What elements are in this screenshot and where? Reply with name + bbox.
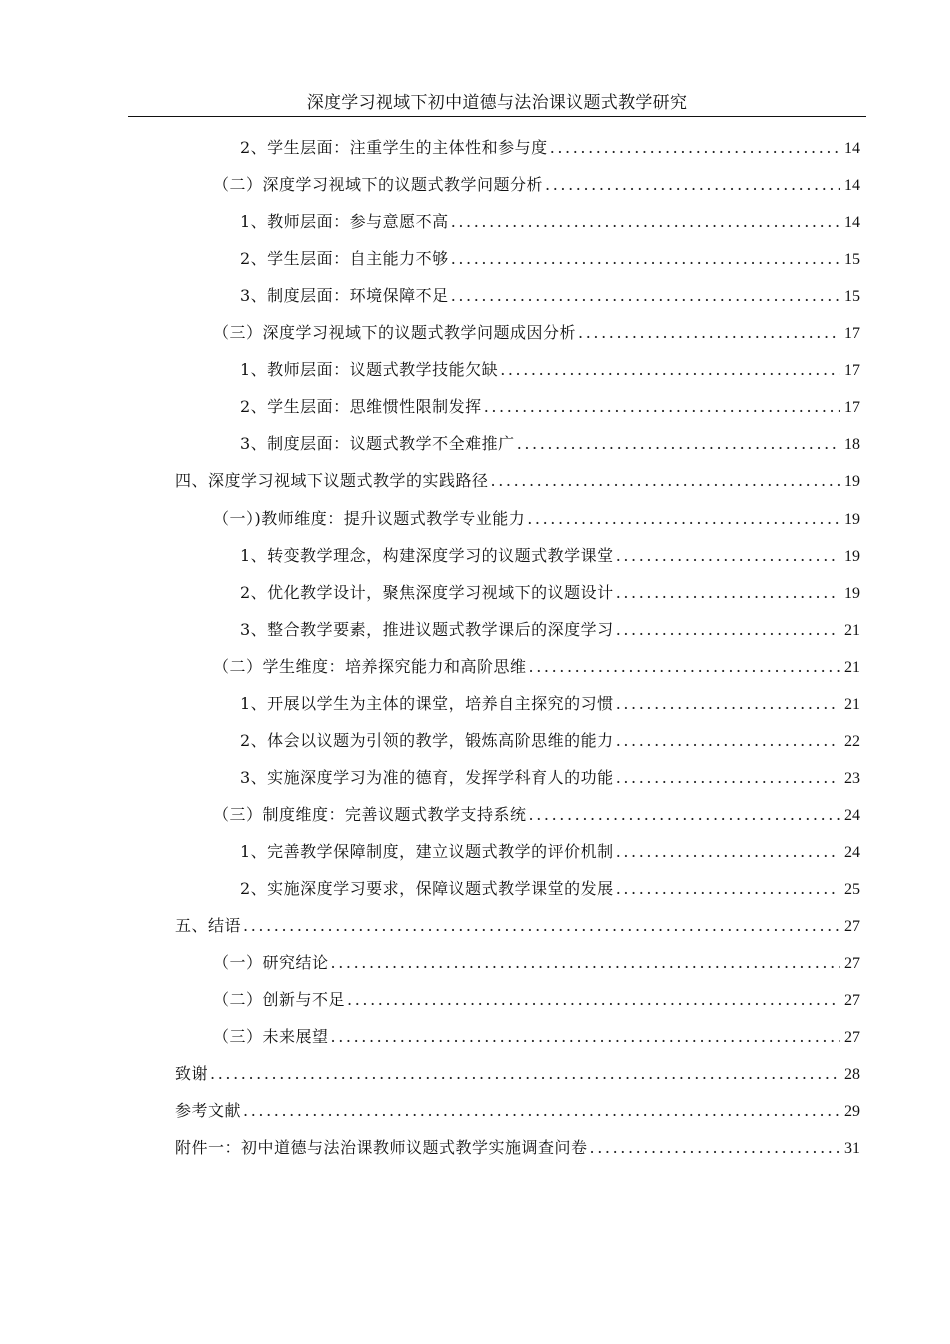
toc-entry-title: 四、深度学习视域下议题式教学的实践路径 bbox=[175, 471, 489, 491]
toc-page-number: 27 bbox=[844, 1029, 860, 1047]
toc-dot-leader bbox=[550, 133, 840, 163]
toc-entry[interactable] bbox=[240, 133, 860, 163]
toc-page-number: 27 bbox=[844, 918, 860, 936]
toc-page-number: 27 bbox=[844, 992, 860, 1010]
toc-dot-leader bbox=[484, 392, 840, 422]
toc-entry-title: 2、实施深度学习要求，保障议题式教学课堂的发展 bbox=[240, 879, 614, 898]
toc-page-number: 21 bbox=[844, 621, 860, 639]
toc-page-number: 23 bbox=[844, 769, 860, 787]
toc-dot-leader bbox=[616, 615, 840, 645]
toc-entry[interactable] bbox=[175, 1059, 860, 1089]
toc-entry[interactable] bbox=[240, 837, 860, 867]
toc-page-number: 31 bbox=[844, 1140, 860, 1158]
toc-dot-leader bbox=[590, 1133, 840, 1163]
toc-page-number: 15 bbox=[844, 251, 860, 269]
toc-entry[interactable] bbox=[240, 874, 860, 904]
toc-dot-leader bbox=[616, 689, 840, 719]
toc-page-number: 29 bbox=[844, 1103, 860, 1121]
toc-page-number: 17 bbox=[844, 325, 860, 343]
toc-entry-title: 1、教师层面：参与意愿不高 bbox=[240, 212, 449, 232]
toc-dot-leader bbox=[451, 207, 840, 237]
toc-entry-title: 1、教师层面：议题式教学技能欠缺 bbox=[240, 360, 499, 380]
toc-entry[interactable] bbox=[240, 541, 860, 571]
toc-entry-title: （三）未来展望 bbox=[213, 1027, 329, 1047]
toc-page-number: 27 bbox=[844, 955, 860, 973]
toc-dot-leader bbox=[529, 800, 840, 830]
toc-page-number: 17 bbox=[844, 399, 860, 417]
toc-entry[interactable] bbox=[240, 689, 860, 719]
toc-entry-title: （一）研究结论 bbox=[213, 953, 329, 973]
toc-entry-title: （二）深度学习视域下的议题式教学问题分析 bbox=[213, 175, 544, 195]
toc-page-number: 22 bbox=[844, 732, 860, 750]
toc-entry-title: 1、完善教学保障制度，建立议题式教学的评价机制 bbox=[240, 841, 614, 861]
toc-entry-title: 1、转变教学理念，构建深度学习的议题式教学课堂 bbox=[240, 545, 614, 565]
toc-entry-title: （一）)教师维度：提升议题式教学专业能力 bbox=[213, 508, 526, 528]
toc-entry[interactable] bbox=[213, 504, 860, 534]
toc-entry[interactable] bbox=[240, 207, 860, 237]
toc-entry-title: （三）制度维度：完善议题式教学支持系统 bbox=[213, 804, 527, 824]
toc-entry-title: （二）学生维度：培养探究能力和高阶思维 bbox=[213, 656, 527, 676]
toc-dot-leader bbox=[500, 355, 840, 385]
toc-dot-leader bbox=[451, 281, 840, 311]
toc-page-number: 14 bbox=[844, 177, 860, 195]
toc-entry-title: （三）深度学习视域下的议题式教学问题成因分析 bbox=[213, 323, 577, 343]
toc-entry-title: 3、整合教学要素，推进议题式教学课后的深度学习 bbox=[240, 619, 614, 639]
toc-dot-leader bbox=[616, 837, 840, 867]
toc-entry[interactable] bbox=[175, 466, 860, 496]
toc-page-number: 24 bbox=[844, 806, 860, 824]
toc-entry-title: 附件一：初中道德与法治课教师议题式教学实施调查问卷 bbox=[175, 1138, 588, 1158]
toc-dot-leader bbox=[527, 504, 840, 534]
toc-dot-leader bbox=[451, 244, 840, 274]
toc-entry[interactable] bbox=[240, 429, 860, 459]
toc-entry[interactable] bbox=[213, 318, 860, 348]
toc-page-number: 19 bbox=[844, 473, 860, 491]
toc-entry[interactable] bbox=[213, 985, 860, 1015]
toc-entry[interactable] bbox=[213, 170, 860, 200]
toc-dot-leader bbox=[529, 652, 840, 682]
toc-dot-leader bbox=[210, 1059, 840, 1089]
toc-entry[interactable] bbox=[213, 1022, 860, 1052]
toc-page-number: 17 bbox=[844, 362, 860, 380]
toc-dot-leader bbox=[616, 578, 840, 608]
toc-entry[interactable] bbox=[175, 1096, 860, 1126]
toc-entry-title: （二）创新与不足 bbox=[213, 990, 346, 1010]
toc-dot-leader bbox=[545, 170, 840, 200]
toc-dot-leader bbox=[331, 1022, 840, 1052]
toc-dot-leader bbox=[347, 985, 840, 1015]
toc-dot-leader bbox=[616, 541, 840, 571]
toc-entry[interactable] bbox=[213, 948, 860, 978]
toc-entry-title: 2、学生层面：思维惯性限制发挥 bbox=[240, 397, 482, 417]
page-header-title: 深度学习视域下初中道德与法治课议题式教学研究 bbox=[306, 93, 688, 113]
toc-page-number: 19 bbox=[844, 584, 860, 602]
toc-entry[interactable] bbox=[240, 392, 860, 422]
toc-entry[interactable] bbox=[240, 281, 860, 311]
toc-page-number: 15 bbox=[844, 288, 860, 306]
toc-entry-title: 1、开展以学生为主体的课堂，培养自主探究的习惯 bbox=[240, 693, 614, 713]
toc-dot-leader bbox=[616, 874, 840, 904]
toc-entry-title: 2、体会以议题为引领的教学，锻炼高阶思维的能力 bbox=[240, 730, 614, 750]
toc-dot-leader bbox=[578, 318, 840, 348]
toc-entry[interactable] bbox=[240, 578, 860, 608]
toc-dot-leader bbox=[491, 466, 840, 496]
toc-entry[interactable] bbox=[240, 763, 860, 793]
toc-entry-title: 2、学生层面：注重学生的主体性和参与度 bbox=[240, 138, 548, 157]
toc-dot-leader bbox=[331, 948, 840, 978]
header-divider bbox=[128, 116, 866, 117]
toc-page-number: 18 bbox=[844, 436, 860, 454]
toc-page-number: 28 bbox=[844, 1066, 860, 1084]
toc-page-number: 14 bbox=[844, 140, 860, 157]
toc-entry-title: 2、优化教学设计，聚焦深度学习视域下的议题设计 bbox=[240, 582, 614, 602]
toc-page-number: 21 bbox=[844, 695, 860, 713]
toc-dot-leader bbox=[517, 429, 840, 459]
toc-entry-title: 3、实施深度学习为准的德育，发挥学科育人的功能 bbox=[240, 767, 614, 787]
toc-entry-title: 3、制度层面：议题式教学不全难推广 bbox=[240, 434, 515, 454]
toc-page-number: 19 bbox=[844, 547, 860, 565]
toc-entry-title: 致谢 bbox=[175, 1064, 209, 1084]
toc-entry[interactable] bbox=[213, 800, 860, 830]
toc-entry[interactable] bbox=[240, 726, 860, 756]
toc-entry-title: 2、学生层面：自主能力不够 bbox=[240, 249, 449, 269]
toc-page-number: 21 bbox=[844, 658, 860, 676]
toc-entry[interactable] bbox=[175, 1133, 860, 1163]
toc-entry-title: 参考文献 bbox=[175, 1101, 242, 1121]
toc-entry[interactable] bbox=[213, 652, 860, 682]
toc-dot-leader bbox=[616, 726, 840, 756]
toc-page-number: 14 bbox=[844, 214, 860, 232]
toc-dot-leader bbox=[616, 763, 840, 793]
toc-page-number: 25 bbox=[844, 881, 860, 898]
toc-page-number: 24 bbox=[844, 843, 860, 861]
toc-entry[interactable] bbox=[175, 911, 860, 941]
toc-dot-leader bbox=[243, 1096, 840, 1126]
toc-entry[interactable] bbox=[240, 244, 860, 274]
toc-entry-title: 五、结语 bbox=[175, 916, 242, 936]
toc-entry[interactable] bbox=[240, 615, 860, 645]
toc-dot-leader bbox=[243, 911, 840, 941]
toc-page-number: 19 bbox=[844, 510, 860, 528]
toc-entry-title: 3、制度层面：环境保障不足 bbox=[240, 286, 449, 306]
toc-entry[interactable] bbox=[240, 355, 860, 385]
